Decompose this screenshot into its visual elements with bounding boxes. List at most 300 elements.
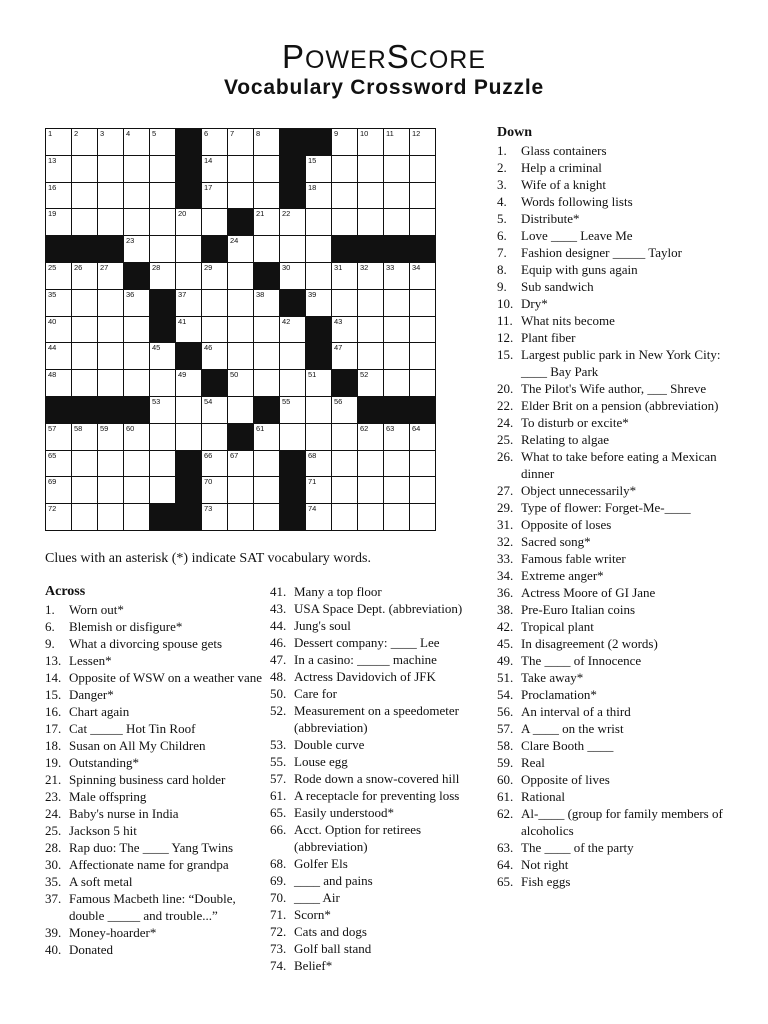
grid-cell[interactable] (410, 209, 435, 235)
clue-item (45, 771, 265, 788)
grid-cell[interactable] (98, 424, 123, 450)
grid-cell[interactable] (202, 156, 227, 182)
grid-cell[interactable] (384, 129, 409, 155)
grid-cell[interactable] (228, 236, 253, 262)
grid-cell[interactable] (358, 317, 383, 343)
grid-cell[interactable] (306, 290, 331, 316)
grid-cell[interactable] (202, 129, 227, 155)
black-square (280, 504, 305, 530)
clue-number-label: 12. (497, 330, 514, 345)
clue-item (497, 295, 737, 312)
grid-cell[interactable] (410, 183, 435, 209)
grid-cell[interactable] (254, 129, 279, 155)
grid-cell[interactable] (202, 504, 227, 530)
grid-cell[interactable] (228, 290, 253, 316)
grid-cell[interactable] (384, 370, 409, 396)
clue-text: Not right (521, 857, 569, 872)
grid-cell[interactable] (202, 263, 227, 289)
grid-cell[interactable] (410, 129, 435, 155)
clue-text: Opposite of WSW on a weather vane (69, 670, 263, 685)
grid-cell[interactable] (306, 209, 331, 235)
clue-number: 8 (256, 129, 261, 138)
clue-text: The ____ of Innocence (521, 653, 642, 668)
clue-number: 62 (360, 423, 369, 433)
brand-letter-s: S (386, 38, 410, 75)
black-square (384, 236, 409, 262)
down-clues-column (497, 124, 737, 890)
grid-cell[interactable] (72, 370, 97, 396)
clue-number-label: 66. (270, 822, 287, 837)
grid-cell[interactable] (72, 156, 97, 182)
grid-cell[interactable] (384, 263, 409, 289)
grid-cell[interactable] (384, 183, 409, 209)
grid-cell[interactable] (150, 343, 175, 369)
grid-cell[interactable] (46, 343, 71, 369)
grid-cell[interactable] (410, 424, 435, 450)
grid-cell[interactable] (98, 317, 123, 343)
grid-cell[interactable] (254, 343, 279, 369)
clue-number: 26 (74, 262, 83, 272)
grid-cell[interactable] (280, 397, 305, 423)
clue-text: Jackson 5 hit (69, 823, 137, 838)
grid-cell[interactable] (176, 236, 201, 262)
clue-text: A ____ on the wrist (521, 721, 624, 736)
grid-cell[interactable] (306, 183, 331, 209)
grid-cell[interactable] (280, 209, 305, 235)
clue-number: 71 (308, 477, 317, 487)
clue-number-label: 61. (497, 789, 514, 804)
clue-text: Donated (69, 942, 114, 957)
grid-cell[interactable] (332, 343, 357, 369)
grid-cell[interactable] (72, 317, 97, 343)
grid-cell[interactable] (98, 156, 123, 182)
clue-text: To disturb or excite* (521, 415, 629, 430)
grid-cell[interactable] (280, 370, 305, 396)
clue-text: Baby's nurse in India (69, 806, 179, 821)
grid-cell[interactable] (254, 209, 279, 235)
clue-item (497, 788, 737, 805)
grid-cell[interactable] (202, 183, 227, 209)
clue-text: Golfer Els (294, 856, 348, 871)
grid-cell[interactable] (384, 290, 409, 316)
grid-cell[interactable] (254, 451, 279, 477)
grid-cell[interactable] (124, 451, 149, 477)
grid-cell[interactable] (358, 129, 383, 155)
clue-item (497, 210, 737, 227)
grid-cell[interactable] (280, 236, 305, 262)
clue-number: 60 (126, 423, 135, 433)
grid-cell[interactable] (384, 451, 409, 477)
clue-number: 67 (230, 450, 239, 460)
clue-text: Scorn* (294, 907, 331, 922)
grid-cell[interactable] (228, 156, 253, 182)
grid-cell[interactable] (410, 477, 435, 503)
grid-cell[interactable] (332, 129, 357, 155)
grid-cell[interactable] (202, 343, 227, 369)
grid-cell[interactable] (72, 209, 97, 235)
across-heading: Across (45, 584, 86, 599)
grid-cell[interactable] (124, 290, 149, 316)
grid-cell[interactable] (98, 477, 123, 503)
brand-letter-p: P (281, 38, 305, 75)
grid-cell[interactable] (150, 477, 175, 503)
grid-cell[interactable] (46, 424, 71, 450)
grid-cell[interactable] (358, 156, 383, 182)
grid-cell[interactable] (228, 504, 253, 530)
grid-cell[interactable] (254, 156, 279, 182)
grid-cell[interactable] (410, 370, 435, 396)
black-square (410, 397, 435, 423)
clue-number-label: 10. (497, 296, 514, 311)
grid-cell[interactable] (46, 370, 71, 396)
clue-text: Rap duo: The ____ Yang Twins (69, 840, 234, 855)
grid-cell[interactable] (176, 397, 201, 423)
grid-cell[interactable] (410, 317, 435, 343)
black-square (176, 343, 201, 369)
grid-cell[interactable] (332, 290, 357, 316)
clue-item (497, 346, 737, 380)
black-square (280, 156, 305, 182)
clue-item (497, 159, 737, 176)
grid-cell[interactable] (280, 317, 305, 343)
grid-cell[interactable] (72, 263, 97, 289)
grid-cell[interactable] (228, 397, 253, 423)
clue-item (270, 753, 480, 770)
grid-cell[interactable] (358, 290, 383, 316)
clue-text: Sub sandwich (521, 279, 594, 294)
grid-cell[interactable] (280, 343, 305, 369)
clue-text: Proclamation* (521, 687, 597, 702)
grid-cell[interactable] (228, 370, 253, 396)
grid-cell[interactable] (150, 129, 175, 155)
grid-cell[interactable] (72, 290, 97, 316)
grid-cell[interactable] (384, 477, 409, 503)
clue-number-label: 65. (497, 874, 514, 889)
clue-number-label: 21. (45, 772, 62, 787)
grid-cell[interactable] (202, 290, 227, 316)
grid-cell[interactable] (150, 370, 175, 396)
clue-number: 61 (256, 423, 265, 433)
clue-number: 28 (152, 262, 161, 272)
grid-cell[interactable] (46, 183, 71, 209)
grid-cell[interactable] (124, 317, 149, 343)
grid-cell[interactable] (228, 183, 253, 209)
grid-cell[interactable] (46, 504, 71, 530)
clue-text: Spinning business card holder (69, 772, 226, 787)
clue-number: 38 (256, 289, 265, 299)
clue-text: Money-hoarder* (69, 925, 157, 940)
grid-cell[interactable] (150, 156, 175, 182)
grid-cell[interactable] (46, 477, 71, 503)
grid-cell[interactable] (384, 317, 409, 343)
grid-cell[interactable] (176, 263, 201, 289)
grid-cell[interactable] (124, 477, 149, 503)
clue-text: Tropical plant (521, 619, 594, 634)
clue-number: 39 (308, 289, 317, 299)
grid-cell[interactable] (254, 236, 279, 262)
grid-cell[interactable] (72, 504, 97, 530)
clue-text: The Pilot's Wife author, ___ Shreve (521, 381, 707, 396)
clue-number-label: 46. (270, 635, 287, 650)
grid-cell[interactable] (202, 451, 227, 477)
clue-text: Wife of a knight (521, 177, 607, 192)
grid-cell[interactable] (384, 424, 409, 450)
grid-cell[interactable] (150, 397, 175, 423)
black-square (176, 451, 201, 477)
clue-text: Equip with guns again (521, 262, 638, 277)
grid-cell[interactable] (332, 263, 357, 289)
grid-cell[interactable] (410, 451, 435, 477)
clue-number: 56 (334, 396, 343, 406)
grid-cell[interactable] (124, 424, 149, 450)
clue-text: Rational (521, 789, 566, 804)
clue-item (497, 703, 737, 720)
clue-item (270, 651, 480, 668)
clue-number: 58 (74, 423, 83, 433)
grid-cell[interactable] (358, 504, 383, 530)
grid-cell[interactable] (306, 370, 331, 396)
grid-cell[interactable] (358, 451, 383, 477)
grid-cell[interactable] (150, 209, 175, 235)
grid-cell[interactable] (384, 156, 409, 182)
grid-cell[interactable] (254, 504, 279, 530)
grid-cell[interactable] (124, 343, 149, 369)
grid-cell[interactable] (332, 183, 357, 209)
grid-cell[interactable] (46, 290, 71, 316)
clue-item (270, 804, 480, 821)
grid-cell[interactable] (228, 317, 253, 343)
grid-cell[interactable] (176, 290, 201, 316)
across-clues-column-1 (45, 583, 265, 958)
grid-cell[interactable] (98, 343, 123, 369)
grid-cell[interactable] (46, 317, 71, 343)
clue-number-label: 6. (45, 619, 55, 634)
grid-cell[interactable] (228, 263, 253, 289)
grid-cell[interactable] (176, 317, 201, 343)
clue-number-label: 8. (497, 262, 507, 277)
grid-cell[interactable] (358, 370, 383, 396)
clue-number: 37 (178, 289, 187, 299)
grid-cell[interactable] (98, 183, 123, 209)
clue-number-label: 63. (497, 840, 514, 855)
grid-cell[interactable] (72, 477, 97, 503)
grid-cell[interactable] (98, 504, 123, 530)
grid-cell[interactable] (202, 209, 227, 235)
grid-cell[interactable] (150, 236, 175, 262)
grid-cell[interactable] (410, 504, 435, 530)
clue-number: 32 (360, 262, 369, 272)
black-square (384, 397, 409, 423)
grid-cell[interactable] (202, 397, 227, 423)
grid-cell[interactable] (384, 343, 409, 369)
grid-cell[interactable] (46, 156, 71, 182)
clue-number-label: 44. (270, 618, 287, 633)
clue-item (270, 787, 480, 804)
grid-cell[interactable] (176, 370, 201, 396)
black-square (228, 424, 253, 450)
grid-cell[interactable] (280, 424, 305, 450)
grid-cell[interactable] (124, 370, 149, 396)
clue-item (497, 312, 737, 329)
grid-cell[interactable] (332, 451, 357, 477)
clue-number-label: 15. (497, 347, 514, 362)
grid-cell[interactable] (124, 183, 149, 209)
grid-cell[interactable] (306, 156, 331, 182)
grid-cell[interactable] (358, 209, 383, 235)
clue-item (270, 821, 480, 855)
grid-cell[interactable] (332, 156, 357, 182)
grid-cell[interactable] (410, 290, 435, 316)
black-square (306, 129, 331, 155)
grid-cell[interactable] (176, 424, 201, 450)
clue-number-label: 24. (497, 415, 514, 430)
grid-cell[interactable] (358, 263, 383, 289)
grid-cell[interactable] (46, 129, 71, 155)
grid-cell[interactable] (358, 183, 383, 209)
clue-number-label: 61. (270, 788, 287, 803)
clue-item (270, 617, 480, 634)
grid-cell[interactable] (98, 451, 123, 477)
grid-cell[interactable] (228, 477, 253, 503)
clue-number-label: 6. (497, 228, 507, 243)
grid-cell[interactable] (358, 477, 383, 503)
grid-cell[interactable] (358, 343, 383, 369)
grid-cell[interactable] (228, 129, 253, 155)
grid-cell[interactable] (332, 209, 357, 235)
grid-cell[interactable] (124, 209, 149, 235)
grid-cell[interactable] (306, 451, 331, 477)
grid-cell[interactable] (358, 424, 383, 450)
grid-cell[interactable] (384, 209, 409, 235)
grid-cell[interactable] (254, 370, 279, 396)
grid-cell[interactable] (332, 424, 357, 450)
clue-number: 42 (282, 316, 291, 326)
grid-cell[interactable] (150, 263, 175, 289)
grid-cell[interactable] (228, 451, 253, 477)
clue-number: 17 (204, 182, 213, 192)
grid-cell[interactable] (124, 236, 149, 262)
clue-item (45, 720, 265, 737)
clue-number-label: 22. (497, 398, 514, 413)
grid-cell[interactable] (254, 317, 279, 343)
grid-cell[interactable] (306, 504, 331, 530)
clue-number: 68 (308, 450, 317, 460)
grid-cell[interactable] (202, 317, 227, 343)
grid-cell[interactable] (72, 129, 97, 155)
grid-cell[interactable] (306, 424, 331, 450)
clue-item (270, 889, 480, 906)
clue-text: A soft metal (69, 874, 133, 889)
clue-number-label: 19. (45, 755, 62, 770)
clue-number-label: 65. (270, 805, 287, 820)
grid-cell[interactable] (176, 209, 201, 235)
clue-number: 2 (74, 129, 79, 138)
clue-number-label: 30. (45, 857, 62, 872)
grid-cell[interactable] (150, 183, 175, 209)
grid-cell[interactable] (98, 370, 123, 396)
clue-number-label: 29. (497, 500, 514, 515)
grid-cell[interactable] (280, 263, 305, 289)
clue-number: 59 (100, 423, 109, 433)
grid-cell[interactable] (124, 129, 149, 155)
clue-number: 13 (48, 155, 57, 165)
grid-cell[interactable] (254, 477, 279, 503)
grid-cell[interactable] (124, 156, 149, 182)
grid-cell[interactable] (254, 424, 279, 450)
clue-text: Elder Brit on a pension (abbreviation) (521, 398, 719, 413)
clue-number-label: 57. (270, 771, 287, 786)
clue-number: 5 (152, 129, 157, 138)
grid-cell[interactable] (72, 424, 97, 450)
clue-number: 31 (334, 262, 343, 272)
grid-cell[interactable] (72, 343, 97, 369)
clue-number: 74 (308, 504, 317, 514)
clue-text: Danger* (69, 687, 114, 702)
grid-cell[interactable] (46, 263, 71, 289)
clue-number: 48 (48, 370, 57, 380)
clue-item (270, 583, 480, 600)
clue-number: 7 (230, 129, 235, 138)
clue-number: 12 (412, 129, 421, 138)
grid-cell[interactable] (202, 424, 227, 450)
grid-cell[interactable] (410, 156, 435, 182)
grid-cell[interactable] (332, 477, 357, 503)
grid-cell[interactable] (410, 263, 435, 289)
grid-cell[interactable] (150, 451, 175, 477)
grid-cell[interactable] (72, 183, 97, 209)
grid-cell[interactable] (124, 504, 149, 530)
grid-cell[interactable] (46, 451, 71, 477)
grid-cell[interactable] (72, 451, 97, 477)
grid-cell[interactable] (254, 183, 279, 209)
clue-number-label: 1. (45, 602, 55, 617)
clue-text: What a divorcing spouse gets (69, 636, 223, 651)
clue-number: 69 (48, 477, 57, 487)
grid-cell[interactable] (202, 477, 227, 503)
clue-number-label: 56. (497, 704, 514, 719)
grid-cell[interactable] (332, 504, 357, 530)
clue-item (497, 533, 737, 550)
grid-cell[interactable] (384, 504, 409, 530)
grid-cell[interactable] (46, 209, 71, 235)
grid-cell[interactable] (410, 343, 435, 369)
grid-cell[interactable] (306, 263, 331, 289)
clue-text: Easily understood* (294, 805, 395, 820)
clue-item (497, 771, 737, 788)
grid-cell[interactable] (306, 477, 331, 503)
clue-number-label: 7. (497, 245, 507, 260)
clue-item (270, 770, 480, 787)
grid-cell[interactable] (150, 424, 175, 450)
grid-cell[interactable] (332, 397, 357, 423)
clue-item (497, 839, 737, 856)
clue-item (497, 516, 737, 533)
grid-cell[interactable] (254, 290, 279, 316)
clue-number-label: 26. (497, 449, 514, 464)
clue-number-label: 47. (270, 652, 287, 667)
grid-cell[interactable] (306, 397, 331, 423)
crossword-grid (45, 128, 436, 531)
grid-cell[interactable] (332, 317, 357, 343)
grid-cell[interactable] (228, 343, 253, 369)
grid-cell[interactable] (98, 209, 123, 235)
grid-cell[interactable] (98, 290, 123, 316)
clue-item (270, 923, 480, 940)
grid-cell[interactable] (98, 129, 123, 155)
grid-cell[interactable] (98, 263, 123, 289)
grid-cell[interactable] (306, 236, 331, 262)
clue-number-label: 27. (497, 483, 514, 498)
